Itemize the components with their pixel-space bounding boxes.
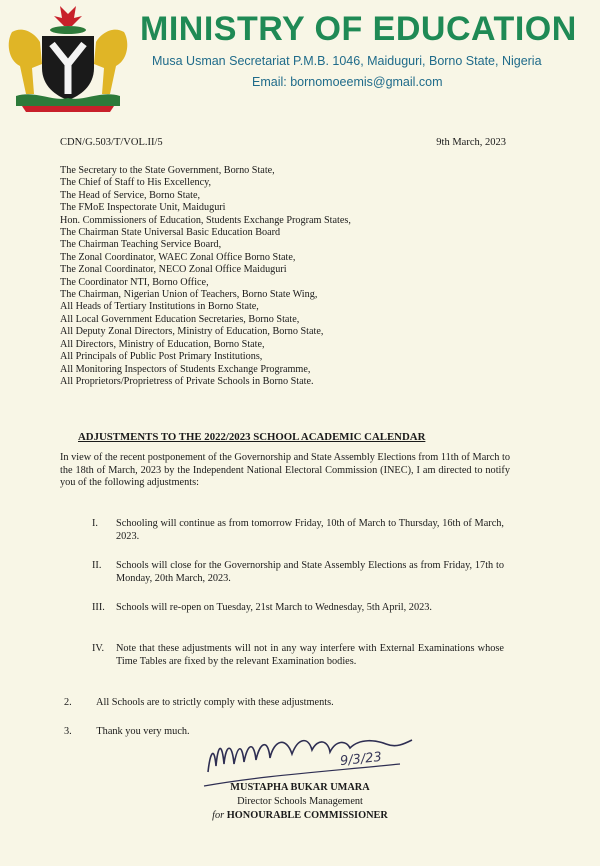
recipient-line: All Local Government Education Secretaries, Borno State, <box>60 313 300 325</box>
item-number: I. <box>92 518 99 529</box>
letter-date: 9th March, 2023 <box>436 137 506 148</box>
ministry-address: Musa Usman Secretariat P.M.B. 1046, Maiduguri, Borno State, Nigeria <box>152 54 542 68</box>
recipient-line: The Chairman, Nigerian Union of Teachers, Borno State Wing, <box>60 289 318 301</box>
recipient-line: All Directors, Ministry of Education, Borno State, <box>60 338 265 350</box>
recipient-line: All Proprietors/Proprietress of Private Schools in Borno State. <box>60 375 314 387</box>
signer-role: Director Schools Management <box>237 796 363 807</box>
ministry-email: Email: bornomoeemis@gmail.com <box>252 75 443 89</box>
recipient-line: The Chief of Staff to His Excellency, <box>60 177 212 189</box>
item-text: Schools will close for the Governorship and State Assembly Elections as from Friday, 17th to Monday, 20th March, 2023. <box>116 560 504 584</box>
signature-date: 9/3/23 <box>339 749 383 770</box>
paragraph-text: Thank you very much. <box>96 726 190 737</box>
for-label: for <box>212 810 225 821</box>
ministry-title: MINISTRY OF EDUCATION <box>140 10 577 48</box>
item-number: II. <box>92 560 102 571</box>
signer-for-title: HONOURABLE COMMISSIONER <box>226 810 388 821</box>
item-text: Schools will re-open on Tuesday, 21st March to Wednesday, 5th April, 2023. <box>116 602 432 613</box>
recipient-line: All Deputy Zonal Directors, Ministry of Education, Borno State, <box>60 326 324 338</box>
recipient-line: The Head of Service, Borno State, <box>60 189 201 201</box>
reference-number: CDN/G.503/T/VOL.II/5 <box>60 137 163 148</box>
recipient-line: The Zonal Coordinator, NECO Zonal Office Maiduguri <box>60 264 287 276</box>
recipient-list <box>60 165 560 388</box>
paragraph-text: All Schools are to strictly comply with these adjustments. <box>96 697 334 708</box>
recipient-line: All Principals of Public Post Primary Institutions, <box>60 351 263 363</box>
recipient-line: All Heads of Tertiary Institutions in Borno State, <box>60 301 259 313</box>
signer-for-line <box>0 809 600 822</box>
recipient-line: Hon. Commissioners of Education, Students Exchange Program States, <box>60 214 351 226</box>
recipient-line: The Zonal Coordinator, WAEC Zonal Office Borno State, <box>60 251 296 263</box>
recipient-line: The Secretary to the State Government, Borno State, <box>60 165 275 176</box>
item-text: Schooling will continue as from tomorrow Friday, 10th of March to Thursday, 16th of March, 2023. <box>116 518 504 542</box>
recipient-line: The FMoE Inspectorate Unit, Maiduguri <box>60 202 226 214</box>
nigeria-coat-of-arms-icon <box>2 2 134 114</box>
paragraph-number: 2. <box>64 697 72 708</box>
recipient-line: The Coordinator NTI, Borno Office, <box>60 276 209 288</box>
recipient-line: The Chairman State Universal Basic Education Board <box>60 227 281 239</box>
item-number: IV. <box>92 643 105 654</box>
letter-subject: ADJUSTMENTS TO THE 2022/2023 SCHOOL ACADEMIC CALENDAR <box>78 431 426 443</box>
closing-paragraph <box>64 697 334 708</box>
paragraph-number: 3. <box>64 726 72 737</box>
closing-paragraph <box>64 726 190 737</box>
intro-paragraph: In view of the recent postponement of the Governorship and State Assembly Elections from 11th of March to the 18th of March, 2023 by the Independent National Electoral Commission (INEC), I am directed to notify you of the following adjustments: <box>60 452 511 489</box>
recipient-line: The Chairman Teaching Service Board, <box>60 239 222 251</box>
item-text: Note that these adjustments will not in any way interfere with External Examinations whose Time Tables are fixed by the relevant Examination bodies. <box>116 643 504 667</box>
signer-name: MUSTAPHA BUKAR UMARA <box>230 782 370 793</box>
item-number: III. <box>92 602 105 613</box>
recipient-line: All Monitoring Inspectors of Students Exchange Programme, <box>60 363 311 375</box>
